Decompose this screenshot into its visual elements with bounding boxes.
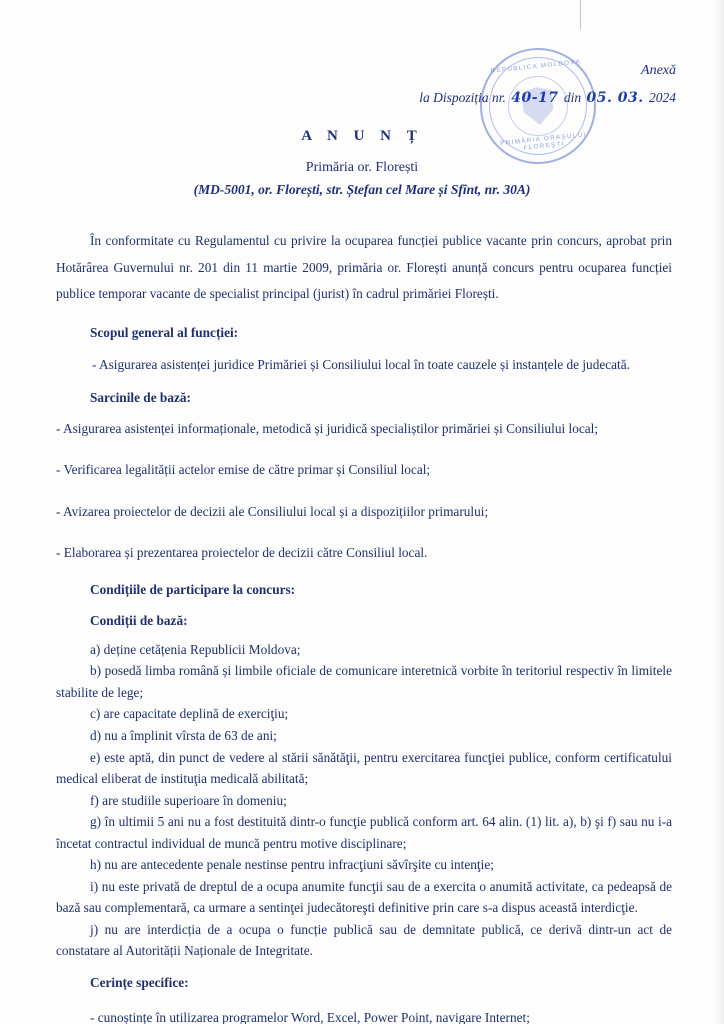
intro-paragraph: În conformitate cu Regulamentul cu privire la ocuparea funcției publice vacante prin concurs, aprobat prin Hotărârea Guvernului nr. 201 din 11 martie 2009, primăria or. Florești anunță concurs pentru ocuparea funcției publice temporar vacante de specialist principal (jurist) în cadrul primăriei Florești. bbox=[56, 233, 672, 302]
scan-artifact-line bbox=[580, 0, 581, 30]
conditie-item-a: a) deține cetățenia Republicii Moldova; bbox=[90, 641, 301, 657]
issuer-address: (MD-5001, or. Florești, str. Ștefan cel Mare și Sfînt, nr. 30A) bbox=[193, 182, 531, 197]
conditii-baza-list bbox=[56, 639, 672, 962]
cerinte-heading: Cerințe specifice: bbox=[90, 974, 189, 990]
issuer-name: Primăria or. Florești bbox=[305, 160, 419, 175]
conditie-item-f: f) are studiile superioare în domeniu; bbox=[90, 792, 287, 808]
scan-artifact-edge bbox=[714, 0, 724, 1024]
sarcini-heading: Sarcinile de bază: bbox=[90, 390, 191, 406]
cerinta-item: - cunoștințe în utilizarea programelor Word, Excel, Power Point, navigare Internet; bbox=[90, 1009, 530, 1024]
dispozitia-line bbox=[419, 85, 676, 112]
anexa-label: Anexă bbox=[641, 63, 676, 78]
conditie-item-i: i) nu este privată de dreptul de a ocupa anumite funcţii sau de a exercita o anumită activitate, ca pedeapsă de bază sau complementară, ca urmare a sentinţei judecătoreşti definitive prin care s-a dispus această interdicţie. bbox=[56, 878, 672, 916]
conditie-item-c: c) are capacitate deplină de exerciţiu; bbox=[90, 706, 289, 722]
dispozitia-number: 40-17 bbox=[511, 89, 559, 106]
conditie-item-b: b) posedă limba română și limbile oficiale de comunicare interetnică vorbite în teritoriul respectiv în limitele stabilite de lege; bbox=[56, 663, 672, 700]
dispozitia-date: 05. 03. bbox=[586, 89, 644, 106]
dispozitia-year: 2024 bbox=[649, 89, 676, 105]
conditie-item-e: e) este aptă, din punct de vedere al stării sănătăţii, pentru exercitarea funcţiei publice, conform certificatului medical eliberat de instituţia medicală abilitată; bbox=[56, 749, 672, 787]
conditie-item-g: g) în ultimii 5 ani nu a fost destituită dintr-o funcţie publică conform art. 64 alin. (1) lit. a), b) şi f) sau nu i-a încetat contractul individual de muncă pentru motive disciplinare; bbox=[56, 814, 672, 851]
sarcina-item: - Verificarea legalității actelor emise de către primar și Consiliul local; bbox=[56, 462, 431, 478]
conditie-item-d: d) nu a împlinit vîrsta de 63 de ani; bbox=[90, 728, 277, 743]
scop-text: - Asigurarea asistenței juridice Primăriei și Consiliului local în toate cauzele și instanțele de judecată. bbox=[92, 356, 630, 372]
stamp-text-bottom: PRIMĂRIA ORAȘULUI FLOREȘTI bbox=[499, 131, 587, 152]
conditii-baza-heading: Condiții de bază: bbox=[90, 613, 188, 629]
din-label: din bbox=[563, 89, 582, 105]
conditii-participare-heading: Condițiile de participare la concurs: bbox=[90, 582, 296, 598]
scop-heading: Scopul general al funcției: bbox=[90, 324, 239, 340]
page-title: A N U N Ț bbox=[301, 128, 423, 144]
conditie-item-j: j) nu are interdicția de a ocupa o funcție publică sau de demnitate publică, ce derivă dintr-un act de constatare al Autorității Naționale de Integritate. bbox=[56, 921, 672, 959]
stamp-text-top: REPUBLICA MOLDOVA bbox=[490, 58, 582, 75]
anexa-block bbox=[419, 58, 676, 111]
conditie-item-h: h) nu are antecedente penale nestinse pentru infracţiuni săvîrşite cu intenţie; bbox=[90, 857, 494, 873]
dispozitia-prefix: la Dispoziția nr. bbox=[419, 89, 506, 105]
sarcina-item: - Asigurarea asistenței informaționale, metodică și juridică specialiștilor primăriei și Consiliului local; bbox=[56, 421, 599, 437]
document-body bbox=[56, 228, 672, 1024]
sarcina-item: - Elaborarea și prezentarea proiectelor de decizii către Consiliul local. bbox=[56, 544, 428, 560]
sarcina-item: - Avizarea proiectelor de decizii ale Consiliului local și a dispozițiilor primarului; bbox=[56, 503, 489, 519]
